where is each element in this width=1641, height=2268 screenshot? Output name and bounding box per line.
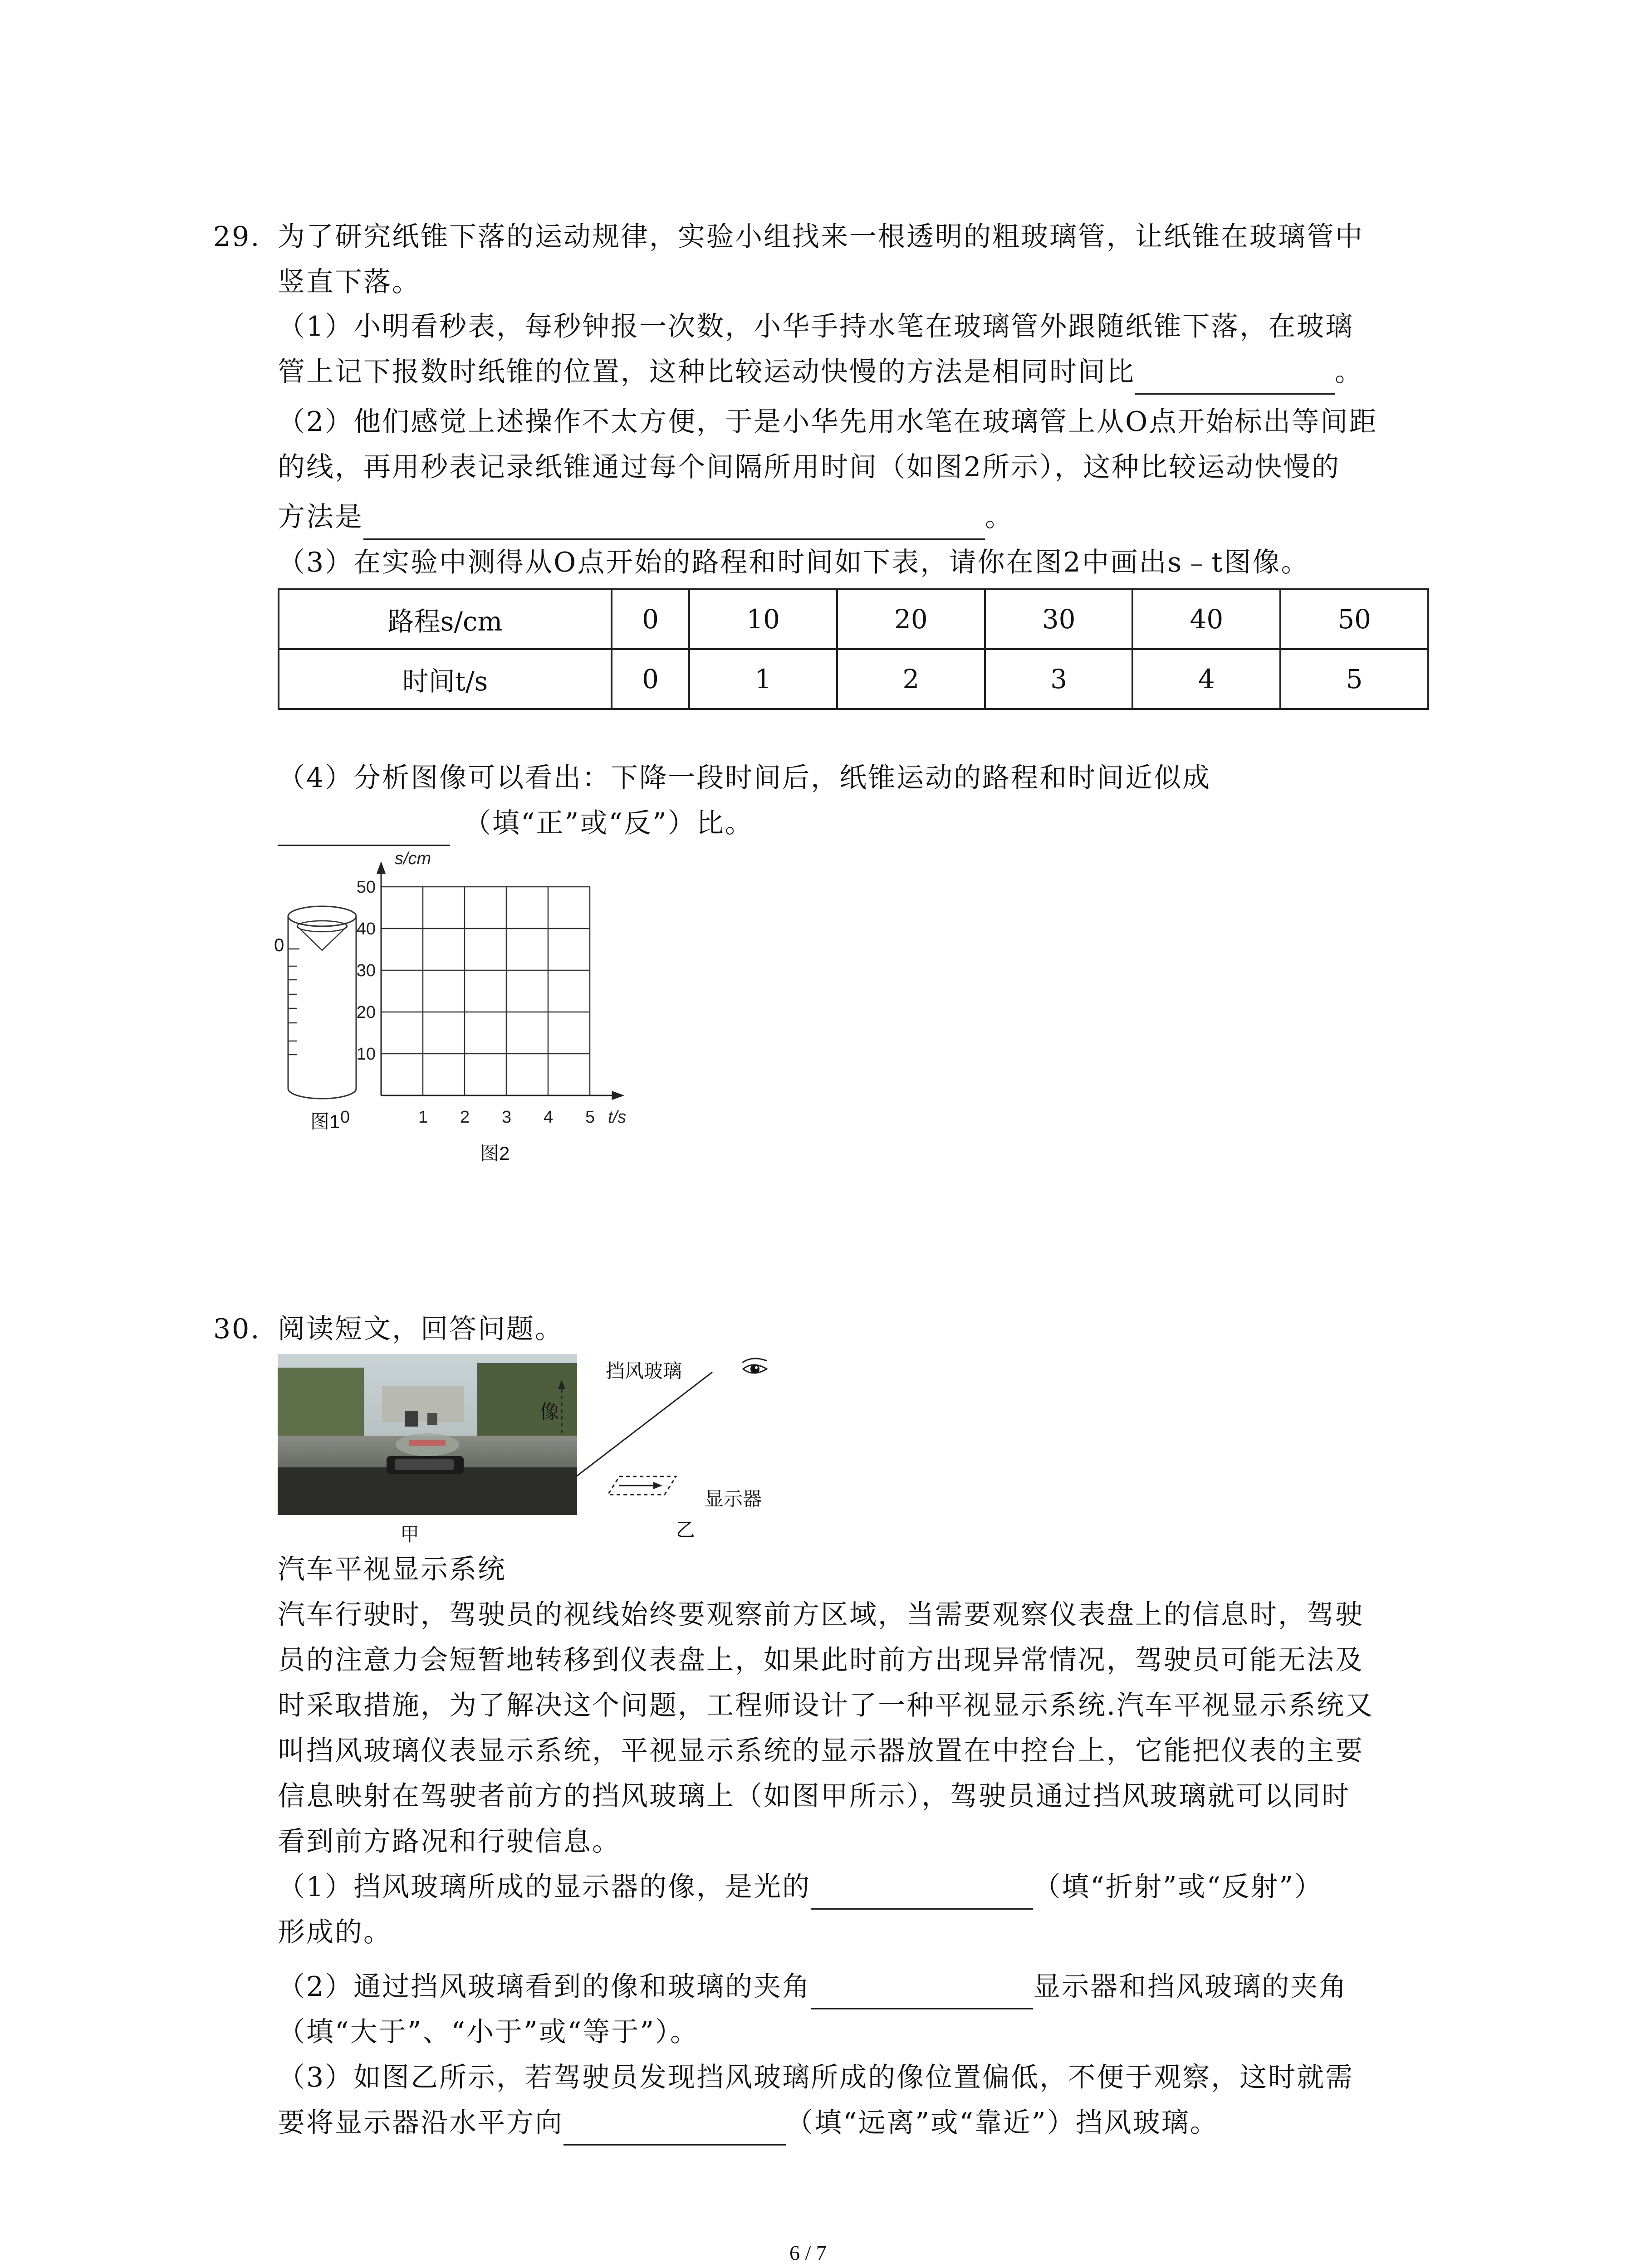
y-tick-label: 30 (356, 961, 376, 980)
table-cell: 40 (1132, 589, 1280, 649)
q29-part2-text: 方法是 (278, 501, 363, 533)
windshield-line (576, 1372, 712, 1476)
q30-article-title: 汽车平视显示系统 (278, 1554, 506, 1585)
q29-part4-line2 (278, 801, 754, 846)
x-tick-label: 2 (460, 1108, 470, 1127)
x-tick-label: 5 (585, 1108, 595, 1127)
q29-part4-answer-blank[interactable] (278, 813, 450, 846)
q30-number: 30. (213, 1313, 261, 1345)
q30-part2-answer-blank[interactable] (811, 1976, 1033, 2009)
q29-number: 29. (213, 221, 261, 253)
q29-part2-end: 。 (985, 501, 1014, 533)
table-row-distance (279, 589, 1428, 649)
fig-jia-caption: 甲 (400, 1524, 420, 1545)
table-cell: 50 (1280, 589, 1428, 649)
y-tick-label: 20 (356, 1003, 376, 1022)
q30-part2-text2: 显示器和挡风玻璃的夹角 (1033, 1971, 1348, 2003)
q29-part1-line1: （1）小明看秒表，每秒钟报一次数，小华手持水笔在玻璃管外跟随纸锥下落，在玻璃 (278, 311, 1354, 342)
table-cell: 2 (837, 649, 985, 709)
q29-part2-line3 (278, 494, 1014, 540)
x-tick-label: 1 (418, 1108, 428, 1127)
q30-part3-text: 要将显示器沿水平方向 (278, 2107, 563, 2139)
q30-para-line1: 汽车行驶时，驾驶员的视线始终要观察前方区域，当需要观察仪表盘上的信息时，驾驶 (278, 1599, 1364, 1631)
x-tick-label: 3 (502, 1108, 512, 1127)
y-tick-label: 40 (356, 919, 376, 938)
table-cell: 4 (1132, 649, 1280, 709)
q29-intro-line1: 为了研究纸锥下落的运动规律，实验小组找来一根透明的粗玻璃管，让纸锥在玻璃管中 (278, 221, 1364, 253)
q29-part3: （3）在实验中测得从O点开始的路程和时间如下表，请你在图2中画出s﹣t图像。 (278, 547, 1310, 578)
q30-part3-hint: （填“远离”或“靠近”）挡风玻璃。 (786, 2107, 1219, 2139)
q30-part1-hint: （填“折射”或“反射”） (1033, 1871, 1323, 1903)
q30-para-line5: 信息映射在驾驶者前方的挡风玻璃上（如图甲所示），驾驶员通过挡风玻璃就可以同时 (278, 1780, 1350, 1812)
q30-para-line2: 员的注意力会短暂地转移到仪表盘上，如果此时前方出现异常情况，驾驶员可能无法及 (278, 1644, 1364, 1676)
q30-para-line3: 时采取措施，为了解决这个问题，工程师设计了一种平视显示系统.汽车平视显示系统又 (278, 1690, 1374, 1721)
q30-part1-line2: 形成的。 (278, 1916, 392, 1948)
q30-intro: 阅读短文，回答问题。 (278, 1313, 563, 1345)
x-axis-arrow-icon (612, 1092, 622, 1099)
q29-part2-answer-blank[interactable] (363, 507, 985, 540)
y-tick-label: 10 (356, 1045, 376, 1064)
q30-para-line6: 看到前方路况和行驶信息。 (278, 1826, 621, 1857)
fig-yi-display-label: 显示器 (705, 1488, 762, 1510)
table-row-time (279, 649, 1428, 709)
q29-part2-line2: 的线，再用秒表记录纸锥通过每个间隔所用时间（如图2所示），这种比较运动快慢的 (278, 451, 1341, 483)
q29-part2-line1: （2）他们感觉上述操作不太方便，于是小华先用水笔在玻璃管上从O点开始标出等间距 (278, 406, 1378, 438)
q30-part1-line1 (278, 1864, 1323, 1910)
q29-part1-end: 。 (1335, 356, 1363, 388)
y-tick-label: 50 (356, 878, 376, 897)
q29-part1-text: 管上记下报数时纸锥的位置，这种比较运动快慢的方法是相同时间比 (278, 356, 1135, 388)
q30-part3-answer-blank[interactable] (563, 2112, 786, 2146)
table-cell: 20 (837, 589, 985, 649)
q29-part4-line1: （4）分析图像可以看出：下降一段时间后，纸锥运动的路程和时间近似成 (278, 762, 1211, 794)
table-cell: 10 (689, 589, 837, 649)
q29-part1-answer-blank[interactable] (1135, 362, 1335, 395)
fig-jia-hud-photo (278, 1354, 577, 1515)
table-label-time: 时间t/s (279, 649, 612, 709)
fig-yi-windshield-label: 挡风玻璃 (606, 1360, 682, 1382)
y-axis-arrow-icon (377, 863, 385, 873)
q30-part3-line2 (278, 2100, 1219, 2146)
q29-data-table (278, 588, 1429, 710)
q30-part3-line1: （3）如图乙所示，若驾驶员发现挡风玻璃所成的像位置偏低，不便于观察，这时就需 (278, 2062, 1354, 2093)
q30-part1-text: （1）挡风玻璃所成的显示器的像，是光的 (278, 1871, 811, 1903)
q30-part2-line1 (278, 1964, 1347, 2009)
x-tick-label: 0 (340, 1108, 350, 1127)
eye-icon (742, 1359, 767, 1374)
fig1-zero-label: 0 (274, 935, 284, 955)
fig2-y-axis-label: s/cm (395, 849, 431, 868)
page-number: 6 / 7 (789, 2241, 827, 2264)
fig2-st-grid (313, 848, 658, 1129)
fig-yi-caption: 乙 (676, 1519, 696, 1540)
q29-intro-line2: 竖直下落。 (278, 266, 421, 298)
q30-part1-answer-blank[interactable] (811, 1877, 1033, 1910)
table-label-distance: 路程s/cm (279, 589, 612, 649)
q30-part2-line2: （填“大于”、“小于”或“等于”）。 (278, 2016, 699, 2048)
q30-para-line4: 叫挡风玻璃仪表显示系统，平视显示系统的显示器放置在中控台上，它能把仪表的主要 (278, 1735, 1364, 1767)
table-cell: 0 (612, 649, 689, 709)
fig2-caption: 图2 (480, 1143, 510, 1164)
q30-part2-text: （2）通过挡风玻璃看到的像和玻璃的夹角 (278, 1971, 811, 2003)
table-cell: 30 (985, 589, 1133, 649)
table-cell: 0 (612, 589, 689, 649)
table-cell: 3 (985, 649, 1133, 709)
q29-part1-line2 (278, 349, 1363, 395)
x-tick-label: 4 (544, 1108, 554, 1127)
q29-part4-text: （填“正”或“反”）比。 (464, 807, 754, 839)
table-cell: 5 (1280, 649, 1428, 709)
fig2-x-axis-label: t/s (608, 1108, 627, 1127)
table-cell: 1 (689, 649, 837, 709)
fig-yi-image-label: 像 (540, 1401, 559, 1422)
fig1-caption: 图1 (310, 1111, 340, 1132)
